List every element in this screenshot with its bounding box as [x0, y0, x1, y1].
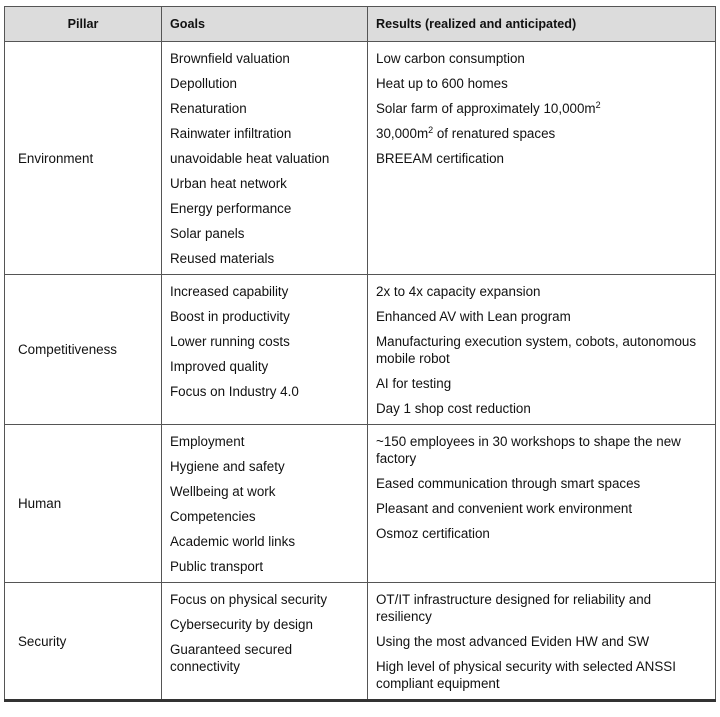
result-item: Heat up to 600 homes	[376, 76, 508, 91]
result-item: High level of physical security with selected ANSSI compliant equipment	[376, 659, 676, 691]
header-results: Results (realized and anticipated)	[368, 7, 716, 42]
pillar-cell: Environment	[5, 42, 162, 275]
result-item: OT/IT infrastructure designed for reliability and resiliency	[376, 592, 652, 624]
pillar-cell: Human	[5, 425, 162, 583]
result-item: ~150 employees in 30 workshops to shape the new factory	[376, 434, 681, 466]
goal-item: Focus on Industry 4.0	[170, 384, 299, 399]
results-cell	[368, 583, 716, 701]
row-environment	[5, 42, 716, 275]
goal-item: Cybersecurity by design	[170, 617, 313, 632]
goal-item: Guaranteed secured connectivity	[170, 642, 293, 674]
goal-item: Employment	[170, 434, 245, 449]
goal-item: Hygiene and safety	[170, 459, 285, 474]
results-cell	[368, 42, 716, 275]
result-item: AI for testing	[376, 376, 452, 391]
goals-cell	[162, 275, 368, 425]
goal-item: Depollution	[170, 76, 237, 91]
header-goals: Goals	[162, 7, 368, 42]
goals-cell	[162, 583, 368, 701]
results-cell	[368, 425, 716, 583]
goal-item: Energy performance	[170, 201, 292, 216]
goal-item: Urban heat network	[170, 176, 287, 191]
superscript: 2	[428, 125, 434, 135]
result-item: Enhanced AV with Lean program	[376, 309, 571, 324]
result-item: 2x to 4x capacity expansion	[376, 284, 541, 299]
goals-cell	[162, 425, 368, 583]
goal-item: Increased capability	[170, 284, 289, 299]
result-item: Osmoz certification	[376, 526, 490, 541]
goal-item: Boost in productivity	[170, 309, 290, 324]
goal-item: Competencies	[170, 509, 256, 524]
header-pillar: Pillar	[5, 7, 162, 42]
result-item: Low carbon consumption	[376, 51, 525, 66]
goal-item: Reused materials	[170, 251, 275, 266]
goal-item: Rainwater infiltration	[170, 126, 292, 141]
row-competitiveness	[5, 275, 716, 425]
result-item: $30,000m^2$ of renatured spaces	[376, 125, 556, 141]
sustainability-pillars-table	[4, 6, 716, 702]
pillar-cell: Competitiveness	[5, 275, 162, 425]
goal-item: unavoidable heat valuation	[170, 151, 330, 166]
result-item: Eased communication through smart spaces	[376, 476, 641, 491]
goal-item: Focus on physical security	[170, 592, 328, 607]
superscript: 2	[595, 100, 601, 110]
result-item: Pleasant and convenient work environment	[376, 501, 633, 516]
goal-item: Renaturation	[170, 101, 247, 116]
result-item: Day 1 shop cost reduction	[376, 401, 531, 416]
result-item: Manufacturing execution system, cobots, autonomous mobile robot	[376, 334, 697, 366]
result-item: Solar farm of approximately $10,000m^2$	[376, 100, 601, 116]
row-human	[5, 425, 716, 583]
header-row	[5, 7, 716, 42]
row-security	[5, 583, 716, 701]
goals-cell	[162, 42, 368, 275]
goal-item: Lower running costs	[170, 334, 290, 349]
results-cell	[368, 275, 716, 425]
goal-item: Academic world links	[170, 534, 296, 549]
result-item: Using the most advanced Eviden HW and SW	[376, 634, 650, 649]
goal-item: Solar panels	[170, 226, 245, 241]
goal-item: Improved quality	[170, 359, 269, 374]
goal-item: Public transport	[170, 559, 264, 574]
pillar-cell: Security	[5, 583, 162, 701]
goal-item: Wellbeing at work	[170, 484, 276, 499]
goal-item: Brownfield valuation	[170, 51, 290, 66]
result-item: BREEAM certification	[376, 151, 504, 166]
